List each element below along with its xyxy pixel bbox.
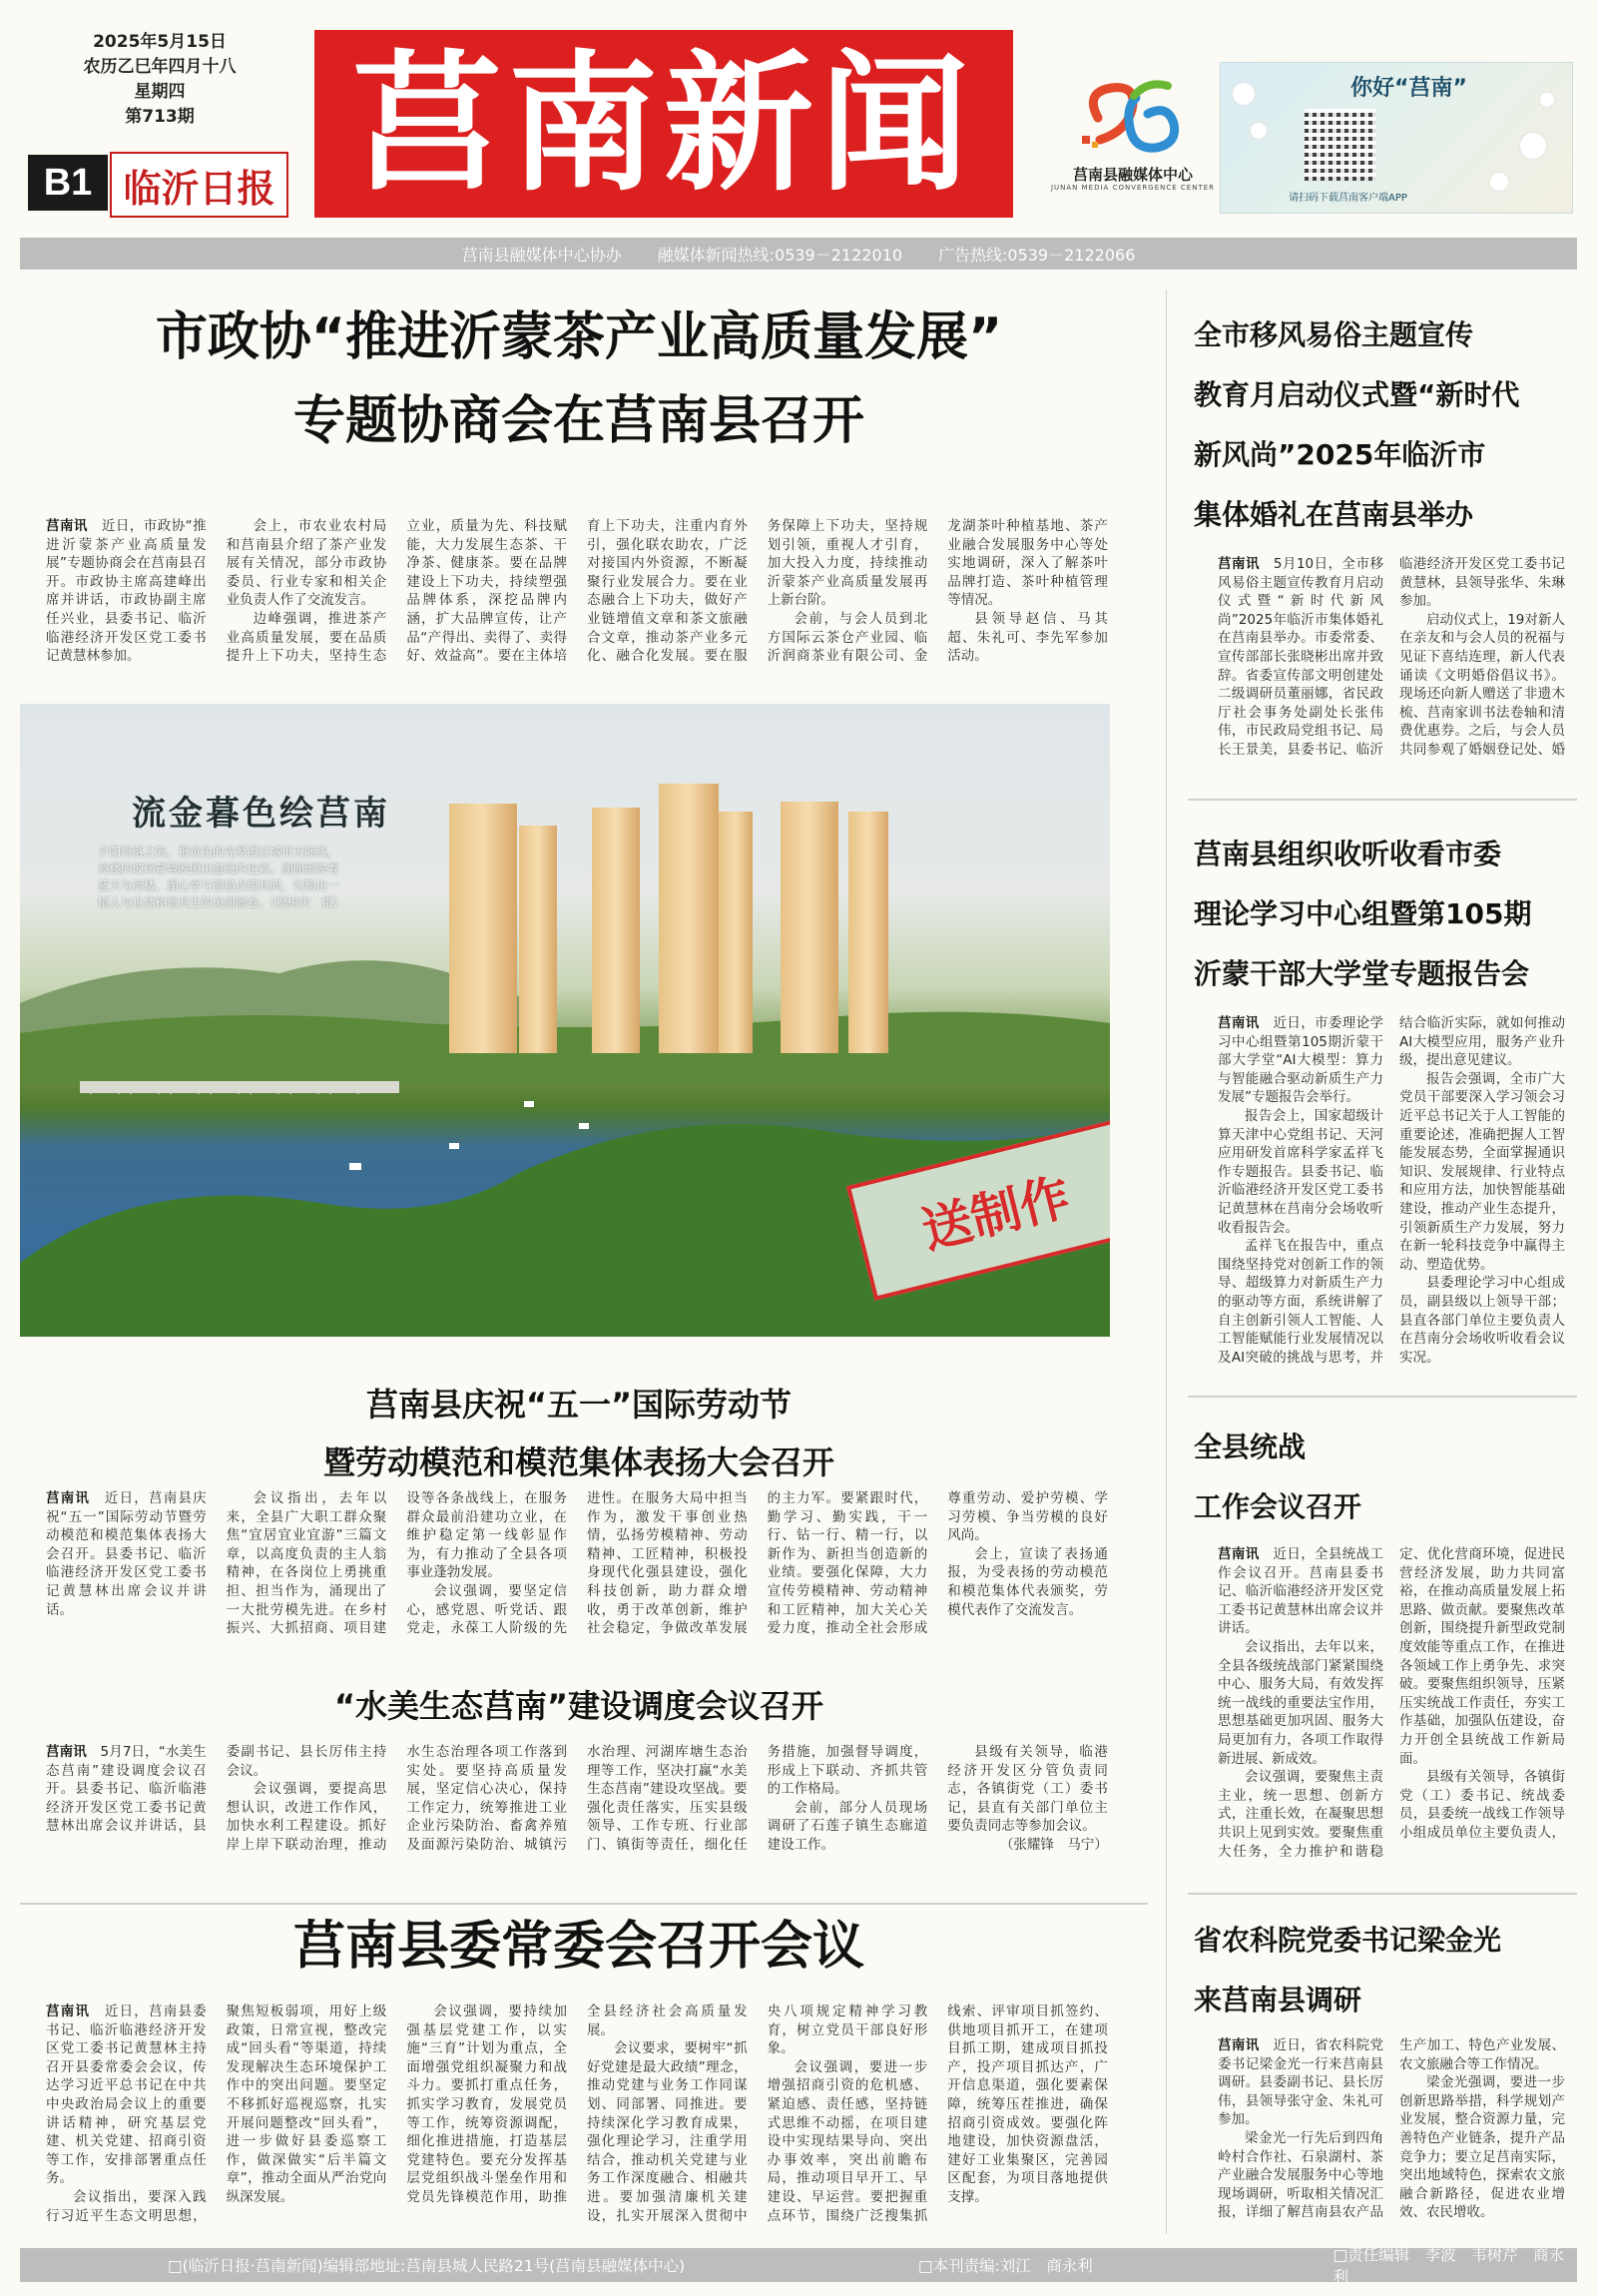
article1-headline [20,295,1138,463]
article2-source: 莒南讯 [46,1490,91,1506]
side2-p3: 孟祥飞在报告中，重点围绕坚持党对创新工作的领导、超级算力对新质生产力的驱动等方面，系统讲解了自主创新引领人工智能、人工智能赋能行业发展情况以及AI突破的挑战与思考，并结合临沂实际，就如何推动AI大模型应用，服务产业升级，提出意见建议。 [1218,1015,1565,1366]
side1-source: 莒南讯 [1218,556,1260,572]
side3-headline [1194,1418,1577,1537]
side2-p4: 报告会强调，全市广大党员干部要深入学习领会习近平总书记关于人工智能的重要论述，准确把握人工智能发展态势，全面掌握通识知识、发展规律、行业特点和应用方法，加快智能基础建设，推动产业生态提升，引领新质生产力发展，努力在新一轮科技竞争中赢得主动、塑造优势。 [1399,1070,1565,1273]
side2-p2: 报告会上，国家超级计算天津中心党组书记、天河应用研发首席科学家孟祥飞作专题报告。县委书记、临沂临港经济开发区党工委书记黄慧林在莒南分会场收听收看报告会。 [1218,1107,1383,1236]
weekday: 星期四 [134,82,186,102]
footer-duty-editor: □本刊责编:刘江 商永利 [917,2257,1093,2275]
article1-p5: 县领导赵信、马其超、朱礼可、李先军参加活动。 [947,610,1108,665]
side4-title-line: 来莒南县调研 [1194,1984,1362,2016]
side4-headline [1194,1911,1577,2030]
side3-p2: 会议指出，去年以来，全县各级统战部门紧紧围绕中心、服务大局，有效发挥统一战线的重要法宝作用，思想基础更加巩固、服务大局更加有力，各项工作取得新进展、新成效。 [1218,1638,1383,1767]
side2-title-line: 莒南县组织收听收看市委 [1194,838,1502,870]
article4-title: 莒南县委常委会召开会议 [292,1917,864,1977]
article2-title-line2: 暨劳动模范和模范集体表扬大会召开 [322,1443,834,1481]
lake-city-photo [20,704,1110,1337]
article2-p2: 会议指出，去年以来，全县广大职工群众聚焦“宜居宜业宜游”三篇文章，以高度负责的主人翁精神，在各岗位上勇挑重担、担当作为，涌现出了一大批劳模先进。在乡村振兴、大抓招商、项目建设等各条战线上，在服务群众最前沿建功立业，在维护稳定第一线彰显作为，有力推动了全县各项事业蓬勃发展。 [226,1490,567,1637]
article1-body [46,517,1108,679]
column-divider [1166,289,1167,2234]
building [519,826,557,1053]
qr-code-overlay [1305,109,1376,181]
article4-p5: 会议强调，要进一步增强招商引资的危机感、紧迫感、责任感，坚持链式思维不动摇，在项目建设中实现结果导向、突出办事效率，突出前瞻布局，推动项目早开工、早建设、早运营。要把握重点环节，围绕广泛搜集抓线索、评审项目抓签约、供地项目抓开工，在建项目抓工期，建成项目抓投产，投产项目抓达产，广开信息渠道，强化要素保障，统筹压茬推进，确保招商引资成效。要强化阵地建设，加快资源盘活，建好工业集聚区，完善园区配套，为项目落地提供支撑。 [767,2004,1108,2224]
side4-p2: 梁金光一行先后到四角岭村合作社、石泉湖村、茶产业融合发展服务中心等地现场调研，听取相关情况汇报，详细了解莒南县农产品生产加工、特色产业发展、农文旅融合等工作情况。 [1218,2037,1565,2221]
side4-source: 莒南讯 [1218,2037,1260,2053]
photo-title: 流金暮色绘莒南 [132,794,390,834]
section-divider [1188,1893,1577,1895]
side2-source: 莒南讯 [1218,1015,1260,1031]
building [848,812,888,1053]
side4-title-line: 省农科院党委书记梁金光 [1194,1924,1502,1957]
article4-source: 莒南讯 [46,2004,91,2019]
article3-body [46,1743,1108,1891]
issue-date: 2025年5月15日 [93,32,227,52]
article3-p3: 会前，部分人员现场调研了石莲子镇生态廊道建设工作。 [767,1799,928,1853]
side1-title-line: 教育月启动仪式暨“新时代 [1194,378,1520,411]
side4-body [1218,2036,1565,2232]
masthead-title: 莒南新闻 [314,30,1013,218]
side3-p1: 近日，全县统战工作会议召开。莒南县委书记、临沂临港经济开发区党工委书记黄慧林出席会议并讲话。 [1218,1546,1384,1637]
section-divider [1188,799,1577,801]
send-production-stamp: 送制作 [846,1119,1110,1301]
building [592,808,640,1053]
article3-byline: （张耀锋 马宁） [999,1836,1108,1853]
building [659,784,719,1053]
article4-p1: 近日，莒南县委书记、临沂临港经济开发区党工委书记黄慧林主持召开县委常委会会议，传达学习近平总书记在中共中央政治局会议上的重要讲话精神，研究基层党建、机关党建、招商引资等工作，安排部署重点任务。 [46,2004,207,2187]
section-divider [1188,1396,1577,1398]
article3-source: 莒南讯 [46,1744,87,1760]
date-block [80,30,240,130]
ad-caption: 请扫码下载莒南客户端APP [1289,193,1407,204]
side1-p2: 启动仪式上，19对新人在亲友和与会人员的祝福与见证下喜结连理，新人代表诵读《文明婚俗倡议书》。现场还向新人赠送了非遗木梳、莒南家训书法卷轴和清费优惠券。之后，与会人员共同参观了婚姻登记处、婚 [1399,611,1565,758]
article1-title-line2: 专题协商会在莒南县召开 [292,391,864,451]
building [449,804,517,1053]
article3-title: “水美生态莒南”建设调度会议召开 [333,1687,824,1725]
side2-p1: 近日，市委理论学习中心组暨第105期沂蒙干部大学堂“AI大模型：算力与智能融合驱动新质生产力发展”专题报告会举行。 [1218,1015,1384,1106]
side4-p1: 近日，省农科院党委书记梁金光一行来莒南县调研。县委副书记、县长厉伟，县领导张守金、朱礼可参加。 [1218,2037,1384,2128]
side1-body [1218,555,1565,775]
news-hotline: 融媒体新闻热线:0539－2122010 [657,245,902,265]
side1-title-line: 新风尚”2025年临沂市 [1194,438,1486,471]
ad-hotline: 广告热线:0539－2122066 [938,245,1136,265]
side2-title-line: 理论学习中心组暨第105期 [1194,897,1532,930]
side3-body [1218,1545,1565,1865]
hotline-bar [20,238,1577,270]
side3-p4: 县级有关领导，各镇街党（工）委书记、统战委员，县委统一战线工作领导小组成员单位主要负责人， [1399,1769,1565,1841]
side3-p3: 会议强调，要聚焦主责主业，统一思想、创新方式，注重长效，在凝聚思想共识上见到实效。要聚焦重大任务，全力推护和谐稳定、优化营商环境，促进民营经济发展，助力共同富裕，在推动高质量发展上拓思路、做贡献。要聚焦改革创新，围绕提升新型政党制度效能等重点工作，在推进各领域工作上勇争先、求突破。要聚焦组织领导，压紧压实统战工作责任，夯实工作基础，加强队伍建设，奋力开创全县统战工作新局面。 [1218,1546,1565,1860]
media-center-name: 莒南县融媒体中心 [1072,166,1193,184]
side3-source: 莒南讯 [1218,1546,1260,1562]
article2-headline [20,1376,1138,1491]
article1-source: 莒南讯 [46,518,88,534]
article2-title-line1: 莒南县庆祝“五一”国际劳动节 [365,1386,793,1424]
side1-title-line: 全市移风易俗主题宣传 [1194,318,1474,351]
article4-body [46,2003,1108,2234]
paper-name-logo: 临沂日报 [110,152,288,218]
side4-p3: 梁金光强调，要进一步创新思路举措，科学规划产业发展，整合资源力量，完善特色产业链条，提升产品竞争力；要立足莒南实际，突出地域特色，探索农文旅融合新路径，促进农业增效、农民增收。 [1399,2074,1565,2221]
article2-p1: 近日，莒南县庆祝“五一”国际劳动节暨劳动模范和模范集体表扬大会召开。县委书记、临沂临港经济开发区党工委书记黄慧林出席会议并讲话。 [46,1490,207,1618]
article1-p1: 近日，市政协“推进沂蒙茶产业高质量发展”专题协商会在莒南县召开。市政协主席高建峰出席并讲话，市政协副主席任兴业，县委书记、临沂临港经济开发区党工委书记黄慧林参加。 [46,518,207,665]
side3-title-line: 工作会议召开 [1194,1490,1362,1523]
building [781,802,838,1053]
article2-body [46,1489,1108,1651]
article4-p3: 会议强调，要持续加强基层党建工作，以实施“三育”计划为重点，全面增强党组织凝聚力和战斗力。要抓打重点任务，抓实学习教育，发展党员等工作，统筹资源调配，细化推进措施，打造基层党建特色。要充分发挥基层党组织战斗堡垒作用和党员先锋模范作用，助推全县经济社会高质量发展。 [406,2004,748,2205]
media-center-name-en: JUNAN MEDIA CONVERGENCE CENTER [1050,184,1216,192]
photo-caption: 夕阳将落之际，橙黄色的光晕漫过城市天际线，高楼的玻璃幕墙映照出温暖的色彩。湖面倒映着蓝天与高楼，湖心亭与游船点缀其间，勾勒出一幅人与自然和谐共生的美丽画卷。（程树庆 摄） [98,845,345,909]
side2-body [1218,1014,1565,1374]
side3-title-line: 全县统战 [1194,1431,1307,1463]
article1-p3: 边峰强调，推进茶产业高质量发展，要在品质提升上下功夫，坚持生态立业，质量为先、科技赋能，大力发展生态茶、干净茶、健康茶。要在品牌建设上下功夫，持续塑强品牌体系，深挖品牌内涵，扩大品牌宣传，让产品“产得出、卖得了、卖得好、效益高”。要在主体培育上下功夫，注重内育外引，强化联农助农，广泛对接国内外资源，不断凝聚行业发展合力。要在业态融合上下功夫，做好产业链增值文章和茶文旅融合文章，推动茶产业多元化、融合化发展。要在服务保障上下功夫，坚持规划引领，重视人才引育，加大投入力度，持续推动沂蒙茶产业高质量发展再上新台阶。 [226,518,928,665]
lunar-date: 农历乙巳年四月十八 [83,57,237,77]
side1-title-line: 集体婚礼在莒南县举办 [1194,498,1474,531]
page-number: B1 [28,155,108,211]
article2-p3: 会议强调，要坚定信心，感党恩、听党话、跟党走，永葆工人阶级的先进性。在服务大局中担当作为，激发干事创业热情，弘扬劳模精神、劳动精神、工匠精神，积极投身现代化强县建设，强化科技创新，助力群众增收，勇于改革创新，维护社会稳定，争做改革发展的主力军。要紧跟时代，勤学习、勤实践，干一行、钻一行、精一行，以新作为、新担当创造新的业绩。要强化保障，大力宣传劳模精神、劳动精神和工匠精神，加大关心关爱力度，推动全社会形成尊重劳动、爱护劳模、学习劳模、争当劳模的良好风尚。 [406,1490,1108,1637]
side2-title-line: 沂蒙干部大学堂专题报告会 [1194,957,1530,990]
article3-p1: 5月7日，“水美生态莒南”建设调度会议召开。县委书记、临沂临港经济开发区党工委书记黄慧林出席会议并讲话，县委副书记、县长厉伟主持会议。 [46,1744,387,1835]
article3-p4: 县级有关领导，临港经济开发区分管负责同志，各镇街党（工）委书记，县直有关部门单位主要负责同志等参加会议。 [947,1744,1108,1835]
building [719,812,753,1053]
article2-p4: 会上，宣读了表扬通报，为受表扬的劳动模范和模范集体代表颁奖，劳模代表作了交流发言。 [947,1545,1108,1618]
side1-p1: 5月10日，全市移风易俗主题宣传教育月启动仪式暨“新时代新风尚”2025年临沂市集体婚礼在莒南县举办。市委常委、宣传部部长张晓彬出席并致辞。省委宣传部文明创建处二级调研员董丽娜，省民政厅社会事务处副处长张伟伟，市民政局党组书记、局长王景美，县委书记、临沂临港经济开发区党工委书记黄慧林，县领导张华、朱琳参加。 [1218,556,1565,758]
article1-p4: 会前，与会人员到北方国际云茶仓产业园、临沂润商茶业有限公司、金龙湖茶叶种植基地、茶产业融合发展服务中心等处实地调研，深入了解茶叶品牌打造、茶叶种植管理等情况。 [767,518,1108,665]
article1-p2: 会上，市农业农村局和莒南县介绍了茶产业发展有关情况，部分市政协委员、行业专家和相关企业负责人作了交流发言。 [226,518,387,609]
article1-title-line1: 市政协“推进沂蒙茶产业高质量发展” [155,307,1003,367]
footer-responsible-editor: □责任编辑 李波 韦树芹 商永利 [1332,2246,1565,2286]
footer-bar [20,2246,1577,2286]
ad-greeting: 你好“莒南” [1350,76,1467,101]
article4-p4: 会议要求，要树牢“抓好党建是最大政绩”理念，推动党建与业务工作同谋划、同部署、同推进。要持续深化学习教育成果，强化理论学习，注重学用结合，推动机关党建与业务工作深度融合、相融共进。要加强清廉机关建设，扎实开展深入贯彻中央八项规定精神学习教育，树立党员干部良好形象。 [586,2004,928,2224]
media-center-logo-icon [1076,78,1186,158]
side2-headline [1194,825,1577,1004]
cooperation-text: 莒南县融媒体中心协办 [461,245,622,265]
side2-p5: 县委理论学习中心组成员，副县级以上领导干部；县直各部门单位主要负责人在莒南分会场收听收看会议实况。 [1399,1275,1565,1366]
side1-headline [1194,305,1577,545]
article4-p2: 会议指出，要深入践行习近平生态文明思想，聚焦短板弱项，用好上级政策，日常宣视，整改完成“回头看”等渠道，持续发现解决生态环境保护工作中的突出问题。要坚定不移抓好巡视巡察，扎实开展问题整改“回头看”，进一步做好县委巡察工作，做深做实“后半篇文章”，推动全面从严治党向纵深发展。 [46,2004,387,2224]
issue-number: 第713期 [125,107,195,127]
app-ad-banner[interactable] [1220,62,1573,214]
footer-edit-dept: □(临沂日报·莒南新闻)编辑部地址:莒南县城人民路21号(莒南县融媒体中心) [168,2257,686,2275]
article3-p2: 会议强调，要提高思想认识，改进工作作风，加快水利工程建设。抓好岸上岸下联动治理，推动水生态治理各项工作落到实处。要坚持高质量发展，坚定信心决心，保持工作定力，统筹推进工业企业污染防治、畜禽养殖及面源污染防治、城镇污水治理、河湖库塘生态治理等工作，坚决打赢“水美生态莒南”建设攻坚战。要强化责任落实，压实县级领导、工作专班、行业部门、镇街等责任，细化任务措施，加强督导调度，形成上下联动、齐抓共管的工作格局。 [226,1744,928,1853]
